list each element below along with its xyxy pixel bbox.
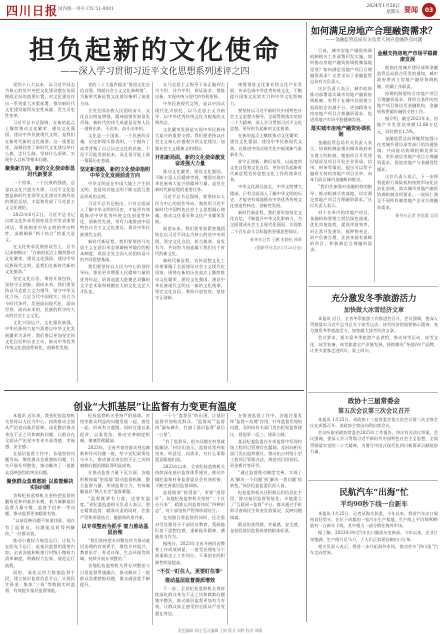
paragraph: 各级纪检监察机关坚持把监督的触角延伸到基层末梢，着力破解基层监督力量分散、监督手段单一等问题，推动监督更加精准有效。	[5, 492, 75, 517]
right-article-1-column-1	[310, 48, 372, 282]
section-subhead: 开拓新局面，新的文化使命激发奋进强大力量	[155, 154, 225, 167]
paragraph: 要坚持以习近平新时代中国特色社会主义思想为指导，全面贯彻落实党的二十大精神，深入学习贯彻习近平文化思想，更好担负起新的文化使命。	[230, 107, 302, 132]
paragraph: 推动文化繁荣，建设文化强国，不断丰富人民精神世界，增强实现中华民族伟大复兴的精神力量，是党在新时代新征程的重要任务。	[155, 168, 225, 193]
article-subtitle: 加快做大冰雪经济文章	[343, 307, 404, 314]
bottom-article-title: 创业“大抓基层”让监督有力变更有温度	[73, 402, 237, 413]
paragraph: 要守正创新、踔厉奋发，以高度的文化自觉和文化自信，更好肩负起新时代新征程宣传思想文化工作的使命任务。	[230, 158, 302, 183]
issue-date	[366, 4, 400, 16]
paragraph: 据统计，2023年全省开展回访教育工作成效明显，一批受处理处分干部重新走上工作岗位，干事创业的积极性明显提高。	[155, 541, 225, 565]
paragraph: 推动小微权力规范运行，让权力在阳光下运行，是基层监督的重要内容。全省各地积极推行村级小微权力清单制度，明确权力边界，规范运行流程。	[5, 537, 75, 568]
paragraph: 新时代新征程，我们要坚持马克思主义在意识形态领域指导地位的根本制度，巩固全党全国人民团结奋斗的共同思想基础。	[80, 238, 150, 263]
paragraph: “我们会加强对金融机构的指导，推动机制尽快落地，切实满足房地产项目合理融资需求。”这位负责人表示。	[310, 184, 372, 209]
main-subheadline: ——深入学习贯彻习近平文化思想系列述评之四	[60, 67, 250, 77]
section-subhead: 金融支持房地产市场平稳健康发展	[377, 51, 438, 63]
main-article-column-4	[230, 82, 302, 382]
paragraph: “以前反映问题不知道找谁，现在有了监督员，问题能及时得到解决。”一位群众说。	[5, 518, 75, 536]
article-separator	[308, 392, 438, 393]
paragraph: 本报讯 近日，全省冬季旅游工作推进会召开，会议强调，要深入贯彻落实习近平总书记关于冰雪运动、冰雪经济的重要指示精神，充分激发冬季旅游活力，加快做大冰雪经济文章。	[310, 316, 438, 334]
masthead-right	[366, 2, 436, 18]
paragraph: “我们坚持把专项整治作为推动基层治理的有效抓手，聚焦乡村振兴、教育医疗、养老社保、生态环保等领域，持续开展专项整治。”	[80, 537, 150, 562]
paragraph: 在推动监督力量下沉方面，各地积极探索“室组地”联动监督机制，整合监督力量，形成监督合力，有效破解基层“熟人社会”监督难题。	[80, 470, 150, 495]
main-article-column-2	[80, 82, 150, 382]
paragraph: 在基层监督工作中，各地坚持问题导向，聚焦群众急难愁盼问题，扎实开展专项整治，推动解决了一批群众反映强烈的突出问题。	[5, 451, 75, 475]
main-article-column-3	[155, 82, 225, 382]
paragraph: “监督既要有力度，也要有温度。”省纪委监委相关负责人表示，要在精准监督、精准问责的同时，注重严管和厚爱结合、激励和约束并重。	[80, 496, 150, 520]
right-article-3-body	[310, 417, 438, 477]
page-number-badge: 03	[422, 3, 436, 17]
right-article-2-body	[310, 316, 438, 390]
paragraph: 全党全国各族人民团结奋斗，文化自信明显增强，精神面貌更加奋发昂扬。新时代的伟大成就是党和人民一道拼出来、干出来、奋斗出来的。	[80, 107, 150, 132]
newspaper-logo: 四川日报	[6, 4, 59, 18]
article-subtitle: ——金融监管总局有关负责人回应金融热点问题	[325, 38, 423, 43]
paragraph: 协调机制要结合房地产项目合理融资需求，将符合条件的房地产项目推送至金融机构，金融机构要做好融资支持工作。	[377, 90, 438, 115]
paragraph: 党的二十大报告提出“推进文化自信自强，铸就社会主义文化新辉煌”，为新时代新征程文化建设指明了前进方向。	[80, 82, 150, 106]
paragraph: 根据住房城乡建设部和金融监管总局联合印发的通知，城市政府要成立房地产融资协调机制，明确工作职责。	[377, 65, 438, 89]
paragraph: 一个个“监督员”的出现，让基层监督更加贴近群众。“监督站”“监督岗”遍布城乡，打通了基层监督“最后一公里”。	[155, 413, 225, 437]
paragraph: 中华文明是在中国大地上产生的文明，也是同其他文明不断交流互鉴而形成的文明。	[80, 181, 150, 199]
paragraph: 各地纪检监察机关将专项整治与日常监督贯通融合，推动解决了一批群众急难愁盼问题，群众满意度不断提升。	[80, 563, 150, 588]
paragraph: 在文化传承发展座谈会上，总书记深刻指出：“在新的起点上继续推动文化繁荣、建设文化强国、建设中华民族现代文明，是我们在新时代新的文化使命。”	[5, 244, 75, 274]
bottom-article-column-2	[80, 413, 150, 625]
article-subtitle: 平均90秒下线一台新车	[340, 500, 408, 508]
paragraph: 下一步，全省纪检监察机关将持续深化群众身边不正之风和腐败问题集中整治，推动基层监督更加有力有效，让群众真正感受到全面从严治党就在身边。	[155, 585, 225, 616]
paragraph: 统筹推进文化事业和文化产业发展，传承弘扬中华优秀传统文化，不断提升国家文化软实力和中华文化影响力。	[230, 82, 302, 106]
paragraph: 2023年6月2日，习近平总书记出席文化传承发展座谈会并发表重要讲话，系统阐述中华文明的突出特性，深刻阐释“两个结合”的重大意义。	[5, 212, 75, 243]
paragraph: 党的十八大以来，以习近平同志为核心的党中央把文化建设摆在治国理政全局的重要位置，对文化建设作出一系列重大决策部署，推动新时代文化建设取得历史性成就、发生历史性变革。	[5, 82, 75, 119]
column-divider	[227, 82, 228, 382]
paragraph: 习近平总书记强调，在新的起点上继续推动文化繁荣、建设文化强国、建设中华民族现代文明，是我们在新时代新的文化使命。这一重要论述，深刻回答了新时代文化建设举什么旗、走什么路、坚持什么原则、实现什么目标等根本问题。	[5, 120, 75, 163]
paragraph: 2023年以来，全省纪检监察机关持续深化基层监督体系建设，推动乡镇纪委和村务监督委员会有效衔接，不断完善基层监督网络。	[155, 464, 225, 488]
main-article-column-1	[5, 82, 75, 382]
main-headline: 担负起新的文化使命	[28, 36, 281, 66]
paragraph: 纪检监察机关还积极运用信息化手段，推动基层监督智能化。多地建立了“互联网＋监督”平台，群众通过手机即可查询民生资金发放情况，反映问题线索。	[230, 489, 302, 520]
paragraph: 据了解，2023年四川汽车出口量创历史新高。今年以来，企业订单饱满，生产线开足马力，工人们正加紧赶制出口订单。	[310, 530, 438, 542]
right-article-1-column-2	[377, 48, 438, 282]
paragraph: 相关负责人表示，将进一步开拓海外市场，推动更多“四川造”汽车走向世界。	[310, 543, 438, 555]
paragraph: 这位负责人表示，城市政府推动部署落实城市房地产融资协调机制，有利于在城市层面建立起政银企沟通平台，更加精准支持房地产项目合理融资需求，促进房地产市场平稳健康发展。	[310, 86, 372, 123]
section-subhead: 坚定新道路，新的文化使命指明中华文化发展前进方向	[80, 167, 150, 180]
paragraph: 中华文化源远流长，中华文明博大精深。只有全面深入了解中华文明的历史，才能更有效地推动中华优秀传统文化创造性转化、创新性发展。	[230, 184, 302, 209]
paragraph: 群众的获得感、幸福感、安全感，是检验基层监督成效的根本标准。	[230, 521, 302, 533]
paragraph: 在新的起点上继续推动文化繁荣、建设文化强国、建设中华民族现代文明，在推进中国式现代化中展现新气象新作为。	[230, 133, 302, 157]
section-subhead: 落实城市房地产融资协调机制	[310, 126, 371, 139]
article-separator	[308, 286, 438, 287]
paragraph: 同时，深化运用大数据监督手段，建立基层监督信息平台，实现民生资金、集体“三资”等数据实时监督，有效提升基层监督效能。	[5, 569, 75, 594]
paragraph: 监督既要“抓得准”，更要“用得好”。各地纪检监察机关坚持“三个区分开来”，精准运用监督执纪“四种形态”，对干部坚持严管和厚爱结合。	[155, 489, 225, 514]
paragraph: 文化是一个国家、一个民族的灵魂。历史和现实都表明，一个抛弃了或者背叛了自己历史文化的民族，不仅不可能发展起来，而且很可能上演一幕幕历史悲剧。	[80, 133, 150, 164]
right-article-4-body	[310, 511, 438, 624]
paragraph: “有了监督员，很多问题在村里就能解决。”村民们表示，监督员常到家里来，听意见、问需求，有什么事都愿意跟他们说。	[155, 438, 225, 463]
paragraph: 文化兴国运兴，文化强民族强。中华民族伟大复兴需要以中华文化发展繁荣为条件。我们要以更加坚定的文化自信和历史主动，推动中华优秀传统文化创造性转化、创新性发展。	[5, 320, 75, 350]
paragraph: 这位负责人表示，下一步将督促银行保险机构按照市场化法治化原则，落实城市房地产融资协调机制各项要求，一视同仁满足不同所有制房地产企业合理融资需求。	[377, 173, 438, 210]
paragraph: 在推进监督工作中，各地注重发挥“监督＋治理”作用，针对监督发现的问题，及时向有关部门发出纪检监察建议，督促举一反三、建章立制。	[230, 413, 302, 437]
dateline: (据新华社北京1月25日电)	[255, 245, 302, 251]
paragraph: 本报讯 近年来，我省纪检监察机关坚持以人民为中心，持续推动全面从严治党向基层延伸，深化整治群众身边不正之风和腐败问题，让群众在全面从严治党中有更多获得感、幸福感、安全感。	[5, 413, 75, 450]
article-title: 充分激发冬季旅游活力	[331, 294, 417, 304]
paragraph: 在加强日常监督的同时，还注重对受处理处分干部回访教育，帮助他们放下思想包袱，重新振作精神，激励担当作为。	[155, 515, 225, 540]
column-divider	[374, 48, 375, 282]
page-footer: 责任编辑 刘佳 见习编辑 王婷 版式 刘婷 校对 周敏	[177, 628, 263, 633]
byline: 新华社记者 李延霞 吴雨	[395, 212, 438, 218]
section-subhead: 聚焦新方向，新的文化使命彰显时代新要求	[5, 166, 75, 179]
paragraph: 文化繁荣发展是实现中华民族伟大复兴的重要支撑。我们要坚持以社会主义核心价值观引领文化建设，加强社会主义精神文明建设。	[155, 127, 225, 151]
paragraph: 2023年，全省共查处群众身边腐败和作风问题一批，给予党纪政务处分多人，推动群众身边的不正之风和腐败问题治理取得明显成效。	[80, 444, 150, 469]
paragraph: 本报讯 1月25日，记者从海关获悉，今年以来，我省汽车出口保持良好势头。在位于成都的一家汽车生产基地，生产线上平均每90秒就有一台新车下线，其中相当一部分销往海外市场。	[310, 511, 438, 529]
bottom-article-column-4	[230, 413, 302, 625]
paragraph: 坚定文化自信，秉持开放包容，坚持守正创新。面向未来，我们要坚持以马克思主义为指导，坚守中华文化立场，立足当代中国现实，结合当今时代条件，发展面向现代化、面向世界、面向未来的，民族的科学的大众的社会主义文化。	[5, 275, 75, 319]
paragraph: 习近平总书记指出，只有全面深入了解中华文明的历史，才能更有效地推动中华优秀传统文化创造性转化、创新性发展，更有力地推进中国特色社会主义文化建设，建设中华民族现代文明。	[80, 200, 150, 237]
masthead	[0, 0, 440, 20]
paragraph: 新时代新征程，我们要更加坚定文化自信，不断提升中华文化影响力，为全面建成社会主义现代化强国、实现第二个百年奋斗目标提供坚强思想保证。	[230, 210, 302, 234]
section-subhead: “不仅一盯住人，更要盯住事”	[157, 568, 223, 575]
right-column-divider	[306, 22, 307, 622]
article-subtitle: 第五次会议第三次会议召开	[337, 408, 410, 415]
bottom-article-column-1	[5, 413, 75, 625]
section-subhead: 聚焦群众急难愁盼 以监督解决实际问题	[6, 478, 74, 491]
paragraph: 会议要求，要丰富冬季旅游产品供给，推动冰雪运动、冰雪文化、冰雪装备、冰雪旅游全产业链发展，持续擦亮“冬游四川”品牌，让更多游客走进四川、爱上四川。	[310, 335, 438, 353]
column-divider	[77, 82, 78, 382]
column-divider	[152, 82, 153, 382]
section-subhead: 以专项整治为抓手 着力推动基层治理	[81, 523, 149, 536]
paragraph: 一个国家、一个民族的强盛，总是以文化兴盛为支撑。习近平文化思想是新时代党领导文化建设实践经验的理论总结，丰富和发展了马克思主义文化理论。	[5, 180, 75, 211]
article-title: 如何满足房地产合理融资需求？	[310, 27, 437, 37]
paragraph: “通过监督推动制度完善，实现了从‘解决一个问题’到‘解决一类问题’的转变。”该县纪委监委负责人说。	[230, 470, 302, 488]
paragraph: 对于名单内的房地产项目，金融机构要建立授信绿色通道，优化审批流程，提高审批效率，对正常开发建设、抵押物充足、资产负债合理、还款来源有保障的项目，积极满足合理融资需求。	[310, 210, 372, 253]
paragraph: 日前，城市房地产融资协调机制相关工作部署印发实施。如何推动房地产融资协调机制落地见效？如何满足房地产项目合理融资需求？记者采访了金融监管总局有关负责人。	[310, 48, 372, 85]
column-divider	[152, 413, 153, 625]
paragraph: 展望未来，我们要更加紧密地团结在以习近平同志为核心的党中央周围，坚定文化自信，担当使命、奋发有为，共同努力创造属于我们这个时代的新文化。	[155, 226, 225, 257]
byline: 新华社记者 王鹏 张晓松 林晖	[250, 236, 302, 242]
column-divider	[227, 413, 228, 625]
section-separator	[4, 390, 304, 391]
section-subhead: 推动基层监督提质增效	[164, 577, 215, 584]
paragraph: 会议听取省政协常委会2023年工作报告，审议有关决议草案。会议强调，要深入学习贯彻习近平新时代中国特色社会主义思想，全面贯彻落实党的二十大精神，为谱写中国式现代化四川新篇章贡献政协力量。	[310, 430, 438, 454]
section-label: 要闻	[404, 5, 418, 14]
article-title: 民航汽车“出海”忙	[339, 488, 409, 498]
paragraph: 新时代新征程，宣传思想文化工作要着眼于全面建设社会主义现代化国家，围绕在新的历史起点上继续推动文化繁荣、建设文化强国、建设中华民族现代文明这一新的文化使命，坚定文化自信，秉持开放包容，坚持守正创新。	[155, 258, 225, 301]
paragraph: 金融监管总局将继续加强与住房城乡建设部等部门的沟通协调，共同推动协调机制发挥实效，更好满足房地产项目合理融资需求，促进房地产与金融良性循环。	[377, 135, 438, 172]
paragraph: 在马克思主义指导下真正做到古为今用、洋为中用、辩证取舍、推陈出新，实现传统与现代的有机衔接。	[155, 82, 225, 100]
column-divider	[77, 413, 78, 625]
date-line: 2024年1月26日	[366, 4, 400, 9]
paragraph: 习近平总书记强调，要坚持以人民为中心的创作导向，聚焦用习近平新时代中国特色社会主义思想凝心铸魂，推动文化事业和文化产业繁荣发展。	[155, 194, 225, 225]
paragraph: 中华民族现代文明，是以中国式现代化为依托、以马克思主义为指导、以中华优秀传统文化为根基的文明形态。	[155, 101, 225, 126]
article-separator	[308, 480, 438, 481]
bottom-article-column-3	[155, 413, 225, 625]
paragraph: 金融监管总局有关负责人表示，协调机制是指由城市政府牵头建立的机制，根据项目开发建设情况及项目开发企业资质、信用、财务等情况，提出可以给予融资支持的房地产项目名单，向本行政区域内金融机构推送。	[310, 140, 372, 183]
paragraph: 纪检监察机关坚持严的基调，对侵害群众利益的问题发现一起、查处一起，形成有力震慑。同时注重以案促改、以案促治，推动完善制度机制，堵塞管理漏洞。	[80, 413, 150, 443]
publication-number: 国内统一刊号 CN 51-0001	[58, 7, 114, 12]
article-title: 政协十三届常委会	[348, 397, 400, 405]
paragraph: 本报讯 1月25日，省政协十三届常委会第五次会议第三次全体会议在成都召开。省政协主席田向利出席会议。	[310, 417, 438, 429]
weekday-line: 星期五	[386, 10, 400, 15]
paragraph: 据介绍，截至2023年末，房地产开发贷款余额12.88万亿元，同比增长1.5%。	[377, 116, 438, 134]
paragraph: 我们要坚持以人民为中心的创作导向，推出更多增强人民精神力量的优秀作品，培育造就大批德艺双馨的文学艺术家和规模宏大的文化文艺人才队伍。	[80, 264, 150, 295]
paragraph: 某县纪委监委在专项监督中发现村级工程项目管理存在漏洞，及时向相关部门发出监察建议，推动出台村级小型工程项目管理办法，规范项目招投标、资金拨付等环节。	[230, 438, 302, 469]
